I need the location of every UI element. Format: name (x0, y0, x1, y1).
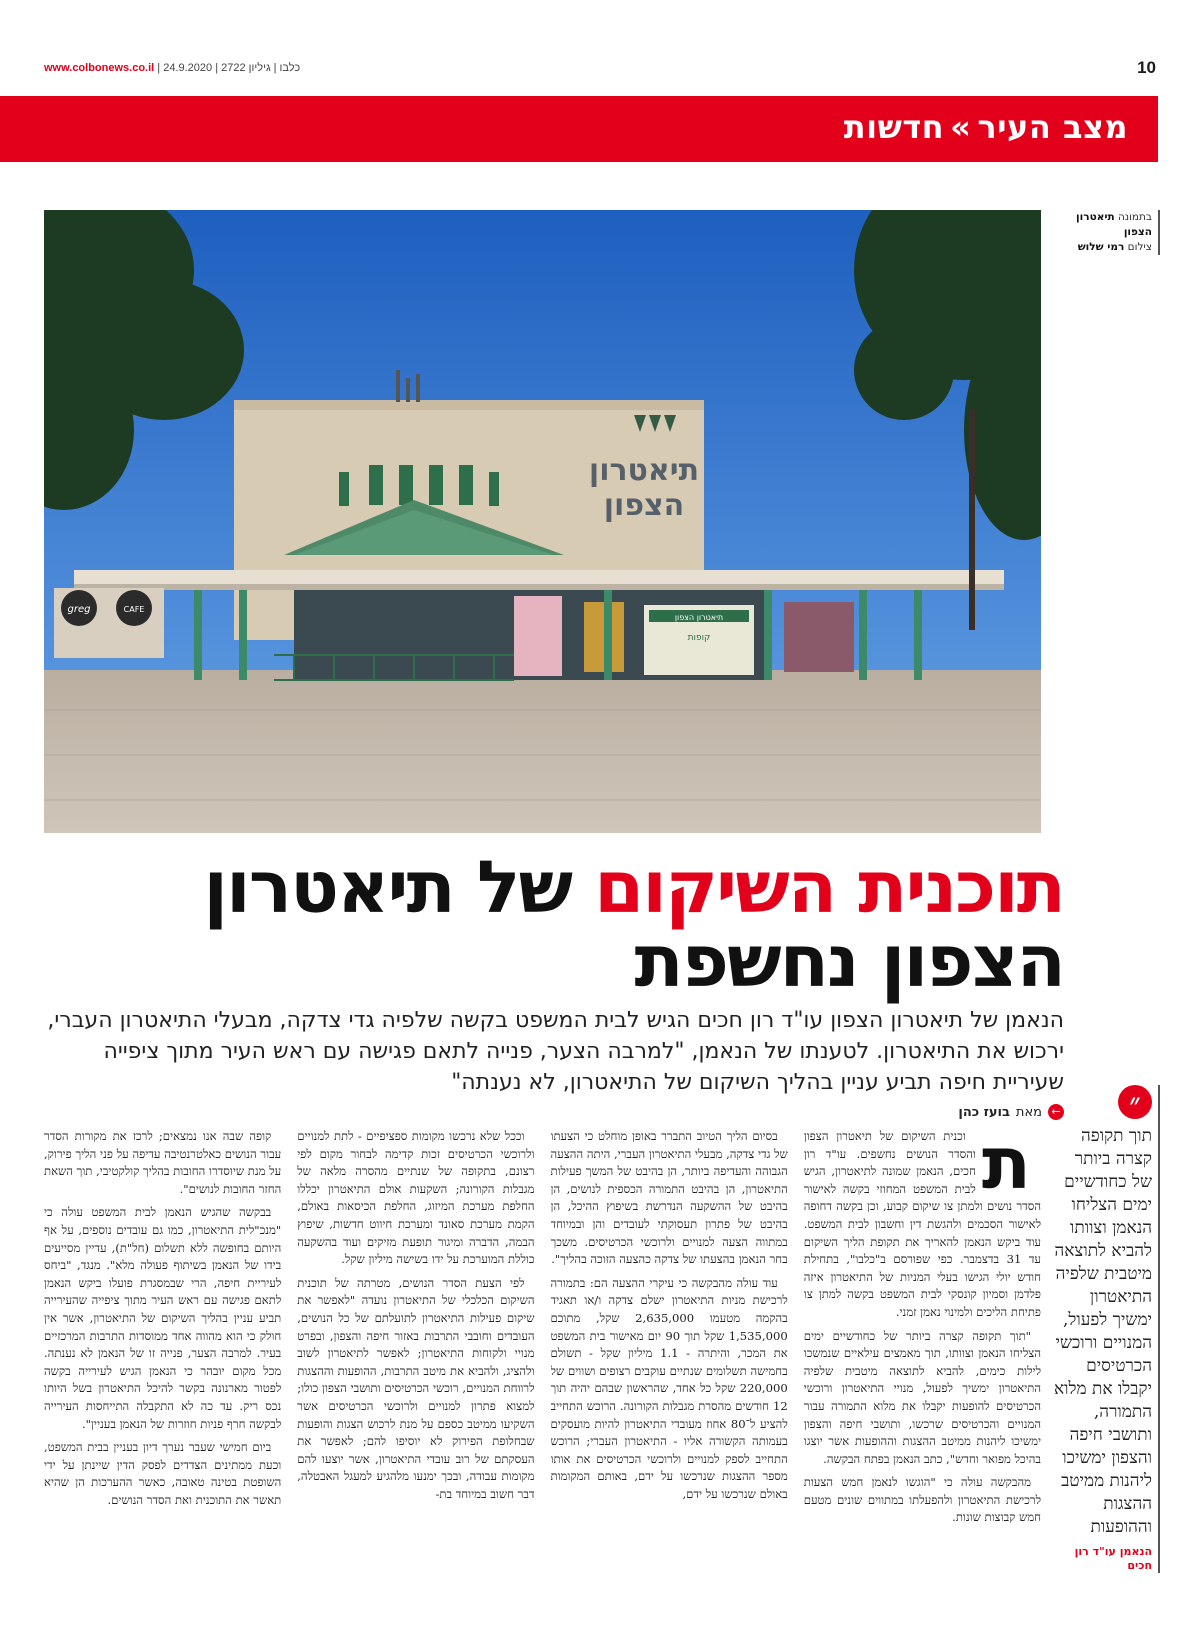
body-paragraph: ביום חמישי שעבר נערך דיון בעניין בבית המשפט, וכעת ממתינים הצדדים לפסק הדין שיינתן על ידי השופטת בטינה טאובה, כאשר ההערכות הן שהיא תאשר את התוכנית ואת הסדר הנושים. (44, 1440, 282, 1507)
headline-black: של תיאטרון (203, 845, 572, 929)
body-paragraph: קופה שבה אנו נמצאים; לרכז את מקורות הסדר עבור הנושים כאלטרנטיבה עדיפה על פני הליך פירוק, על מנת שיוסדרו החובות בהליך קולקטיבי, תוך השאת החזר החובות לנושים". (44, 1129, 282, 1196)
byline (958, 1104, 1064, 1120)
pull-quote-text: תוך תקופה קצרה ביותר של כחודשיים ימים הצליחו הנאמן וצוותו להביא לתוצאה מיטבית שלפיה התיאטרון ימשיך לפעול, המנויים ורוכשי הכרטיסים יקבלו את מלוא התמורה, ותושבי חיפה והצפון ימשיכו ליהנות ממיטב ההצגות וההופעות (1053, 1126, 1152, 1537)
headline-red: תוכנית השיקום (594, 845, 1064, 929)
photographer-credit (1050, 240, 1152, 255)
byline-prefix: מאת (1015, 1104, 1042, 1120)
photo-sign-theatre: תיאטרון הצפון (674, 613, 724, 622)
body-paragraph: מהבקשה עולה כי "הוגשו לנאמן חמש הצעות לרכישת התיאטרון ולהפעלתו במתווים שונים מטעם חמש קבוצות שונות. (803, 1475, 1041, 1525)
article-photo (44, 210, 1041, 833)
photo-sign-greg: greg (67, 604, 91, 615)
folio-meta (44, 62, 300, 74)
byline-arrow-icon: ← (1048, 1104, 1064, 1120)
article-headline (44, 845, 1064, 1003)
body-paragraph: וכנית השיקום של תיאטרון הצפון והסדר הנושים נחשפים. עו"ד רון חכים, הנאמן שמונה לתיאטרון, הגיש לבית המשפט המחוזי בקשה לאישור הסדר נושים ולמתן צו שיקום קבוע, וכן בקשה דחופה לאישור הסכמים ולהגשת דין וחשבון לבית המשפט. עוד ביקש הנאמן להאריך את תקופת הליך השיקום עד 31 בדצמבר. כפי שפורסם ב"כלבו", בתחילת חודש יולי הגישו בעלי המניות של התיאטרון איזה פלדמן וסמיון קונסקי לבית המשפט בקשה למתן צו פתיחת הליכים ולמינוי נאמן זמני. (803, 1129, 1041, 1319)
issue-info: | כלבו | גיליון 2722 | 24.9.2020 (157, 62, 301, 74)
photographer-name: רמי שלוש (1077, 241, 1125, 253)
building-sign-line1: תיאטרון (588, 453, 700, 488)
photographer-label: צילום (1127, 241, 1152, 253)
body-paragraph: בסיום הליך הטיוב התברר באופן מוחלט כי הצעתו של גדי צדקה, מבעלי התיאטרון העברי, היתה ההצעה הגבוהה והעדיפה ביותר, הן בהיבט של המשך פעילות התיאטרון, הן בהיבט התמורה הכספית לנושים, הן בהיבט של ההשקעה הנדרשת בשיפוץ ההיכל, הן בהיבט של פתרון תעסוקתי לעובדים והן ובמיוחד במתווה הצעה למנויים ולרוכשי הכרטיסים. משכך בחר הנאמן בהצעתו של צדקה כהצעה הזוכה בהליך". (550, 1129, 788, 1267)
body-paragraph: וככל שלא נרכשו מקומות ספציפיים - לתת למנויים ולרוכשי הכרטיסים זכות קדימה לבחור מקום לפי רצונם, בתקופה של שנתיים מהסרה מלאה של מגבלות הקורונה; השקעות אולם התיאטרון יכללו החלפת מערכת המיזוג, החלפת הכיסאות באולם, הקמת מערכת סאונד ומערכת חיווט חדשות, שיפוץ הבמה, הדברה ומיגור תופעת מזיקים ועוד בהשקעה כוללת המוערכת על ידו בשישה מיליון שקל. (297, 1129, 535, 1267)
byline-author: בועז כהן (958, 1104, 1010, 1120)
photo-sign-ticket: קופות (687, 633, 711, 643)
caption-subject: תיאטרון הצפון (1076, 211, 1152, 238)
article-subheading: הנאמן של תיאטרון הצפון עו"ד רון חכים הגיש לבית המשפט בקשה שלפיה גדי צדקה, מבעלי התיאטרון העברי, ירכוש את התיאטרון. לטענתו של הנאמן, "למרבה הצער, פנייה לתאם פגישה עם ראש העיר מתוך ציפייה שעיריית חיפה תביע עניין בהליך השיקום של התיאטרון, לא נענתה" (47, 1008, 1064, 1095)
photo-credit (1050, 210, 1160, 255)
headline-line2: הצפון נחשפת (634, 919, 1064, 1003)
caption-label: בתמונה (1117, 211, 1152, 223)
pull-quote (1050, 1085, 1160, 1573)
page-folio (44, 58, 1156, 80)
page-number: 10 (1137, 58, 1156, 77)
section-band (0, 96, 1158, 162)
photo-sign-cafe: CAFE (123, 605, 145, 614)
section-secondary: חדשות (843, 108, 945, 146)
body-column-3 (297, 1128, 534, 1633)
section-title (844, 108, 1128, 146)
body-column-2 (551, 1128, 788, 1633)
section-primary: מצב העיר (977, 108, 1128, 146)
quote-mark-icon: ״ (1118, 1085, 1152, 1119)
body-paragraph: עוד עולה מהבקשה כי עיקרי ההצעה הם: בתמורה לרכישת מניות התיאטרון ישלם צדקה ו/או תאגיד בהקמה מטעמו 2,635,000 שקל, מתוכם 1,535,000 שקל תוך 90 יום מאישור בית המשפט את המכר, והיתרה - 1.1 מיליון שקל - תשולם בחמישה תשלומים שנתיים עוקבים רצופים ושווים של 220,000 שקל כל אחד, שהראשון שבהם יהיה תוך 12 חודשים מהסרת מגבלות הקורונה. הרוכש התחייב להציע ל־80 אחוז מעובדי התיאטרון להיות מועסקים בעמותה הקשורה אליו - התיאטרון העברי; הרוכש התחייב לספק למנויים ולרוכשי הכרטיסים את אותו מספר ההצגות שנרכשו על ידם, באותם המקומות באולם שנרכשו על ידם, (550, 1275, 788, 1501)
body-paragraph: "תוך תקופה קצרה ביותר של כחודשיים ימים הצליחו הנאמן וצוותו, תוך מאמצים עילאיים שנמשכו לילות כימים, להביא לתוצאה מיטבית שלפיה התיאטרון ימשיך לפעול, מנויי התיאטרון ורוכשי הכרטיסים להופעות יקבלו את מלוא התמורה עבור המנויים והכרטיסים שרכשו, ותושבי חיפה והצפון ימשיכו ליהנות ממיטב ההצגות וההופעות אשר יוצגו בהיכל מפואר וחדש", כתב הנאמן בפתח הבקשה. (803, 1328, 1041, 1466)
body-column-4 (44, 1128, 281, 1633)
site-url[interactable]: www.colbonews.co.il (44, 62, 155, 74)
body-paragraph: לפי הצעת הסדר הנושים, מטרתה של תוכנית השיקום הכלכלי של התיאטרון נועדה "לאפשר את שיקום פעילות התיאטרון לתועלתם של כל הנושים, העובדים וחובבי התרבות באזור חיפה והצפון, ובפרט מנויי ולקוחות התיאטרון; לאפשר לתיאטרון לשוב ולהציג, ולהביא את מיטב התרבות, ההופעות וההצגות לרווחת המנויים, רוכשי הכרטיסים ותושבי הצפון כולו; למצוא פתרון למנויים ולרוכשי הכרטיסים אשר השקיעו ממיטב כספם על מנת לרכוש הצגות והופעות שבחלופת הפירוק לא יוסיפו להם; לאפשר את העסקתם של רוב עובדי התיאטרון, אשר יוצעו להם מקומות עבודה, ובכך ימנעו מלהגיע למעגל האבטלה, דבר חשוב במיוחד בת- (297, 1275, 535, 1501)
article-body (44, 1128, 1041, 1633)
dropcap: ת (981, 1128, 1031, 1205)
section-separator-icon: » (950, 108, 972, 146)
pull-quote-source: הנאמן עו"ד רון חכים (1074, 1545, 1152, 1572)
photo-caption (1050, 210, 1152, 240)
body-column-1 (804, 1128, 1041, 1633)
body-paragraph: בבקשה שהגיש הנאמן לבית המשפט עולה כי "מנכ"לית התיאטרון, כמו גם עובדים נוספים, על אף היותם בחופשה ללא תשלום (חל"ת), עדיין מסייעים בידו של הנאמן בשיתוף פעולה מלא". מנגד, "ביחס לעיריית חיפה, הרי שבמסגרת פועלו ביקש הנאמן לתאם פגישה עם ראש העיר מתוך ציפייה שהעירייה תביע עניין בהליך השיקום של התיאטרון, אשר אין חולק כי הוא מהווה אחד ממוסדות התרבות המרכזיים בעיר. למרבה הצער, פנייה זו של הנאמן לא נענתה. מכל מקום יובהר כי הנאמן הגיש לעירייה בקשה לפטור מארנונה בקשר להיכל התיאטרון בשל היותו נכס ריק. עד כה לא התקבלה התייחסות העירייה לבקשה חרף פניות חוזרות של הנאמן בעניין". (44, 1205, 282, 1431)
building-sign-line2: הצפון (603, 488, 685, 523)
